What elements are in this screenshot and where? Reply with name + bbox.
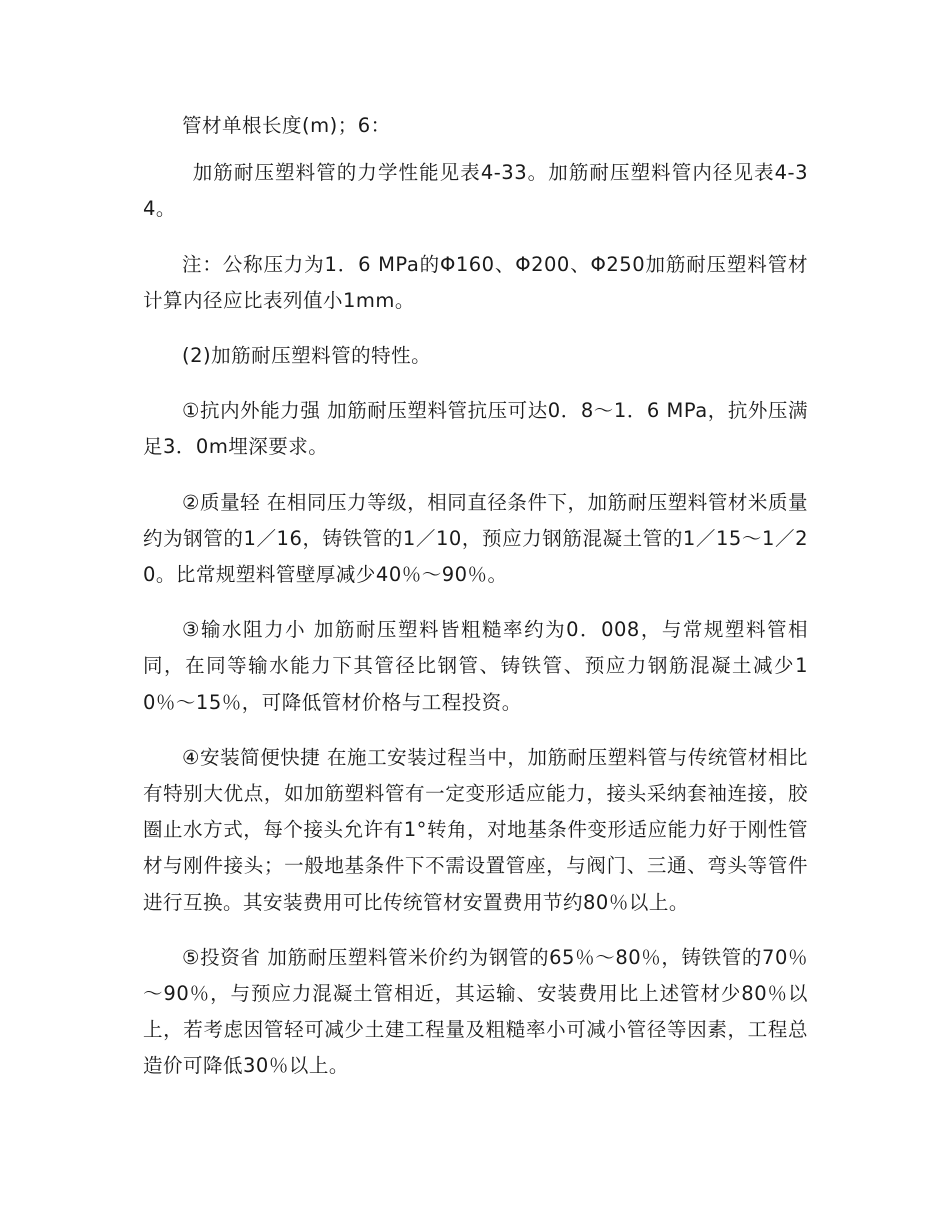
paragraph-pipe-length: 管材单根长度(m)；6：	[182, 114, 391, 137]
paragraph-feature-weight: ②质量轻 在相同压力等级，相同直径条件下，加筋耐压塑料管材米质量约为钢管的1／16，铸铁管的1／10，预应力钢筋混凝土管的1／15～1／20。比常规塑料管壁厚减少40％～90％。	[143, 490, 808, 587]
paragraph-feature-resistance: ③输水阻力小 加筋耐压塑料皆粗糙率约为0．008，与常规塑料管相同，在同等输水能力下其管径比钢管、铸铁管、预应力钢筋混凝土减少10％～15％，可降低管材价格与工程投资。	[143, 618, 808, 714]
paragraph-feature-pressure: ①抗内外能力强 加筋耐压塑料管抗压可达0．8～1．6 MPa，抗外压满足3．0m埋深要求。	[143, 399, 808, 459]
paragraph-note: 注：公称压力为1．6 MPa的Φ160、Φ200、Φ250加筋耐压塑料管材计算内径应比表列值小1mm。	[143, 252, 808, 312]
paragraph-feature-investment: ⑤投资省 加筋耐压塑料管米价约为钢管的65％～80％，铸铁管的70％～90％，与预应力混凝土管相近，其运输、安装费用比上述管材少80％以上，若考虑因管轻可减少土建工程量及粗糙率小可减小管径等因素，工程总造价可降低30％以上。	[143, 945, 808, 1078]
paragraph-feature-installation: ④安装简便快捷 在施工安装过程当中，加筋耐压塑料管与传统管材相比有特别大优点，如加筋塑料管有一定变形适应能力，接头采纳套袖连接，胶圈止水方式，每个接头允许有1°转角，对地基条件变形适应能力好于刚性管材与刚件接头；一般地基条件下不需设置管座，与阀门、三通、弯头等管件进行互换。其安装费用可比传统管材安置费用节约80％以上。	[143, 745, 808, 914]
document-body	[143, 108, 808, 1104]
paragraph-mechanical-properties: 加筋耐压塑料管的力学性能见表4-33。加筋耐压塑料管内径见表4-34。	[143, 161, 808, 221]
paragraph-characteristics-heading: (2)加筋耐压塑料管的特性。	[182, 344, 432, 368]
